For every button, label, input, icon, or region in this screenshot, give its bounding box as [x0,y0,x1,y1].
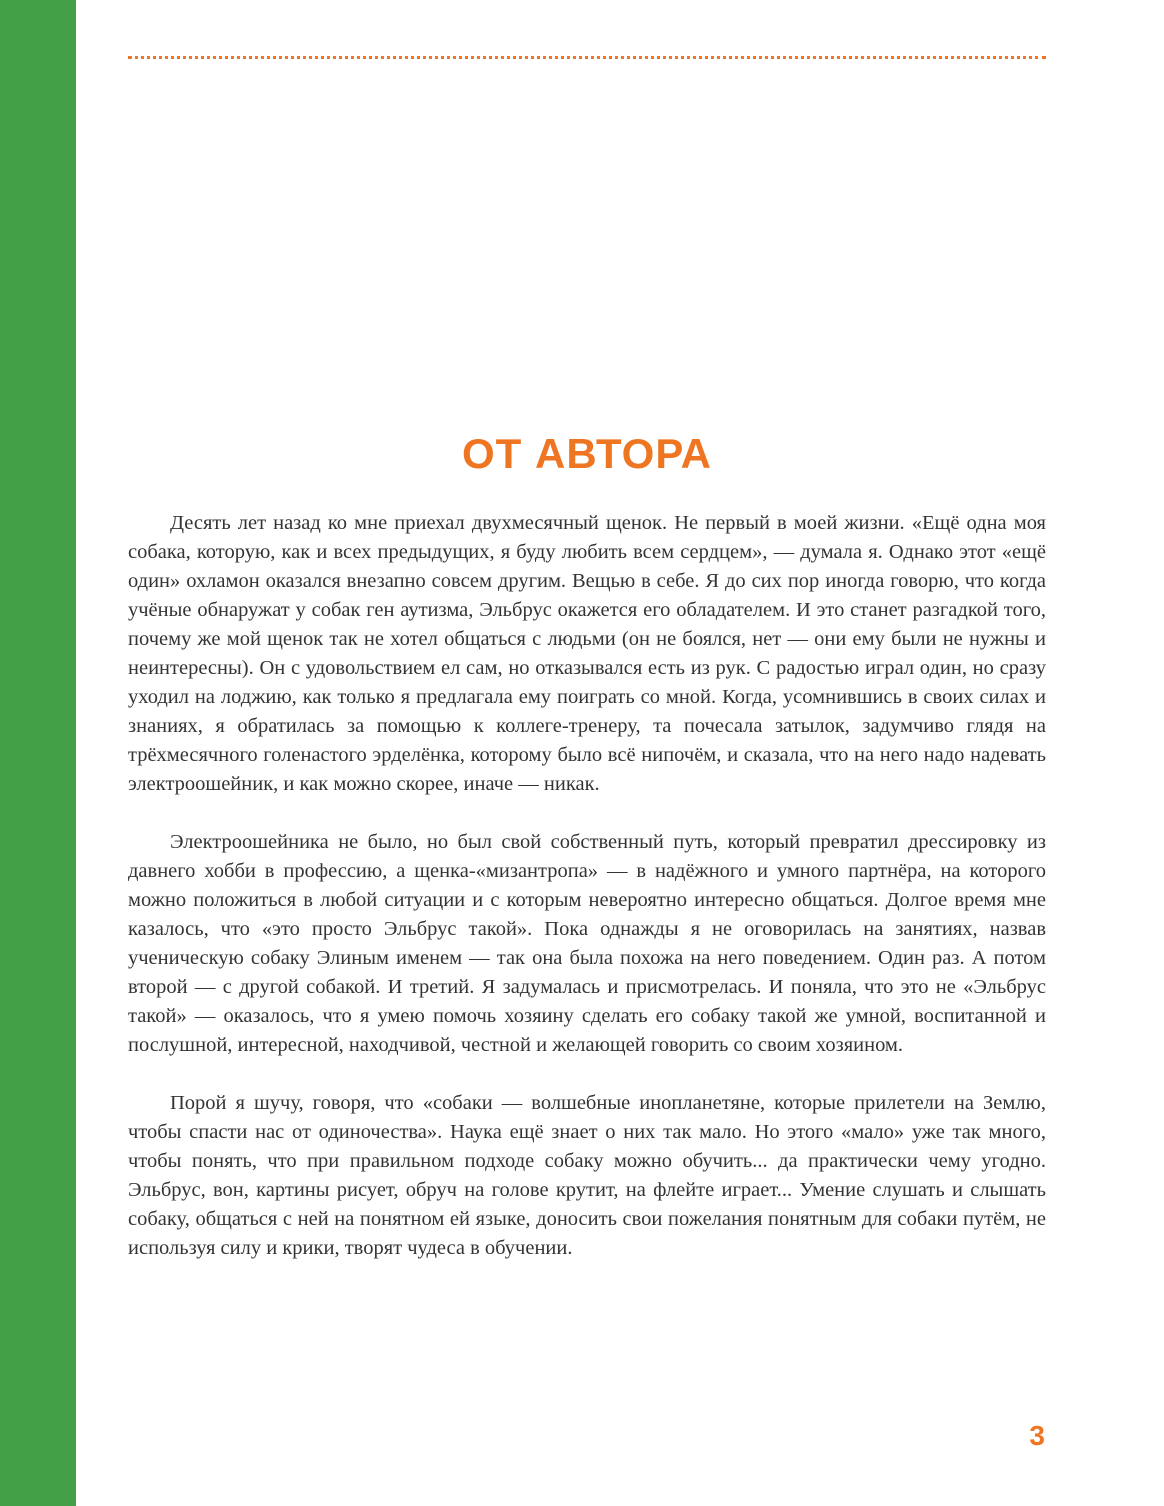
page-number: 3 [1029,1420,1045,1451]
paragraph: Электроошейника не было, но был свой собственный путь, который превратил дрессировку из давнего хобби в профессию, а щенка-«мизантропа» — в надёжного и умного партнёра, на которого можно положиться в любой ситуации и с которым невероятно интересно общаться. Долгое время мне казалось, что «это просто Эльбрус такой». Пока однажды я не оговорилась на занятиях, назвав ученическую собаку Элиным именем — так она была похожа на него поведением. Один раз. А потом второй — с другой собакой. И третий. Я задумалась и присмотрелась. И поняла, что это не «Эльбрус такой» — оказалось, что я умею помочь хозяину сделать его собаку такой же умной, воспитанной и послушной, интересной, находчивой, честной и желающей говорить со своим хозяином. [128,831,1046,1056]
left-margin-stripe [0,0,76,1506]
body-text [128,509,1046,1263]
paragraph: Десять лет назад ко мне приехал двухмесячный щенок. Не первый в моей жизни. «Ещё одна моя собака, которую, как и всех предыдущих, я буду любить всем сердцем», — думала я. Однако этот «ещё один» охламон оказался внезапно совсем другим. Вещью в себе. Я до сих пор иногда говорю, что когда учёные обнаружат у собак ген аутизма, Эльбрус окажется его обладателем. И это станет разгадкой того, почему же мой щенок так не хотел общаться с людьми (он не боялся, нет — они ему были не нужны и неинтересны). Он с удовольствием ел сам, но отказывался есть из рук. С радостью играл один, но сразу уходил на лоджию, как только я предлагала ему поиграть со мной. Когда, усомнившись в своих силах и знаниях, я обратилась за помощью к коллеге-тренеру, та почесала затылок, задумчиво глядя на трёхмесячного голенастого эрделёнка, которому было всё нипочём, и сказала, что на него надо надевать электроошейник, и как можно скорее, иначе — никак. [128,512,1046,795]
page-title: ОТ АВТОРА [462,430,712,477]
page-content [128,0,1046,1292]
top-dotted-divider [128,56,1046,59]
paragraph: Порой я шучу, говоря, что «собаки — волшебные инопланетяне, которые прилетели на Землю, чтобы спасти нас от одиночества». Наука ещё знает о них так мало. Но этого «мало» уже так много, чтобы понять, что при правильном подходе собаку можно обучить... да практически чему угодно. Эльбрус, вон, картины рисует, обруч на голове крутит, на флейте играет... Умение слушать и слышать собаку, общаться с ней на понятном ей языке, доносить свои пожелания понятным для собаки путём, не используя силу и крики, творят чудеса в обучении. [128,1092,1046,1259]
